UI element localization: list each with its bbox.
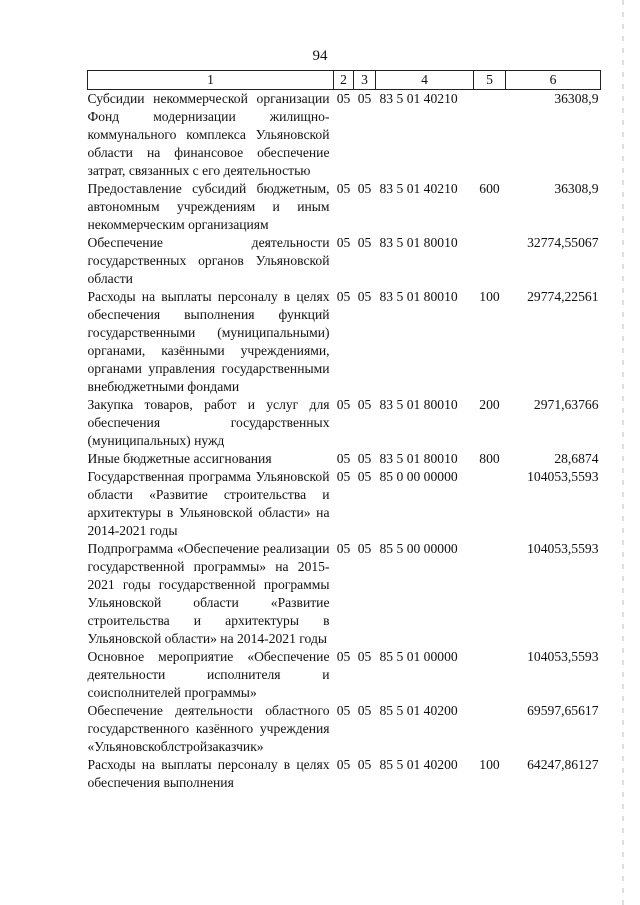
row-subsection-code: 05 (357, 757, 372, 772)
row-expense-type-code (474, 702, 506, 756)
header-col-6: 6 (506, 71, 601, 90)
row-amount: 36308,9 (554, 181, 599, 196)
row-section-code: 05 (336, 397, 351, 412)
row-section-code: 05 (336, 235, 351, 250)
table-row (88, 90, 601, 181)
row-section-code: 05 (336, 289, 351, 304)
row-expense-type-code (474, 540, 506, 648)
header-row (88, 71, 601, 90)
row-expense-type-code (474, 468, 506, 540)
row-section-code: 05 (336, 451, 351, 466)
row-target-article-code: 83 5 01 80010 (379, 451, 458, 466)
table-body (88, 90, 601, 793)
row-subsection-code: 05 (357, 397, 372, 412)
header-col-3: 3 (354, 71, 376, 90)
row-description: Государственная программа Ульяновской области «Развитие строительства и архитектуры в Ульяновской области» на 2014-2021 годы (87, 469, 330, 538)
row-target-article-code: 85 5 00 00000 (379, 541, 458, 556)
row-amount: 28,6874 (554, 451, 599, 466)
row-target-article-code: 85 5 01 00000 (379, 649, 458, 664)
header-col-4: 4 (376, 71, 474, 90)
row-expense-type-code: 600 (479, 181, 500, 196)
row-section-code: 05 (336, 649, 351, 664)
header-col-2: 2 (334, 71, 354, 90)
row-target-article-code: 83 5 01 80010 (379, 397, 458, 412)
row-expense-type-code: 200 (479, 397, 500, 412)
row-subsection-code: 05 (357, 235, 372, 250)
row-subsection-code: 05 (357, 649, 372, 664)
row-description: Обеспечение деятельности областного государственного казённого учреждения «Ульяновскоблстройзаказчик» (87, 703, 330, 754)
row-target-article-code: 85 0 00 00000 (379, 469, 458, 484)
row-target-article-code: 85 5 01 40200 (379, 703, 458, 718)
row-target-article-code: 83 5 01 40210 (379, 91, 458, 106)
row-section-code: 05 (336, 91, 351, 106)
page-number: 94 (312, 48, 328, 64)
row-section-code: 05 (336, 541, 351, 556)
row-subsection-code: 05 (357, 469, 372, 484)
row-description: Субсидии некоммерческой организации Фонд модернизации жилищно-коммунального комплекса Ульяновской области на финансовое обеспечение затрат, связанных с его деятельностью (87, 91, 330, 178)
row-description: Основное мероприятие «Обеспечение деятельности исполнителя и соисполнителей программы» (87, 649, 330, 700)
row-subsection-code: 05 (357, 289, 372, 304)
header-col-5: 5 (474, 71, 506, 90)
row-description: Иные бюджетные ассигнования (87, 451, 272, 466)
row-subsection-code: 05 (357, 703, 372, 718)
row-subsection-code: 05 (357, 451, 372, 466)
table-row (88, 288, 601, 396)
table-row (88, 702, 601, 756)
row-target-article-code: 85 5 01 40200 (379, 757, 458, 772)
row-description: Обеспечение деятельности государственных органов Ульяновской области (87, 235, 330, 286)
row-subsection-code: 05 (357, 541, 372, 556)
row-description: Предоставление субсидий бюджетным, автономным учреждениям и иным некоммерческим организациям (87, 181, 330, 232)
table-row (88, 756, 601, 792)
row-expense-type-code: 100 (479, 757, 500, 772)
row-amount: 29774,22561 (527, 289, 599, 304)
row-target-article-code: 83 5 01 80010 (379, 235, 458, 250)
row-expense-type-code: 100 (479, 289, 500, 304)
header-col-1: 1 (88, 71, 334, 90)
row-amount: 36308,9 (554, 91, 599, 106)
table-header (88, 71, 601, 90)
row-amount: 104053,5593 (527, 469, 599, 484)
table-row (88, 540, 601, 648)
row-amount: 2971,63766 (533, 397, 599, 412)
row-expense-type-code: 800 (479, 451, 500, 466)
row-section-code: 05 (336, 703, 351, 718)
row-section-code: 05 (336, 469, 351, 484)
margin-scan-dots (622, 0, 624, 905)
row-description: Расходы на выплаты персоналу в целях обеспечения выполнения функций государственными (муниципальными) органами, казёнными учреждениями, органами управления государственными внебюджетными фондами (87, 289, 330, 394)
row-amount: 104053,5593 (527, 649, 599, 664)
row-amount: 104053,5593 (527, 541, 599, 556)
table-row (88, 648, 601, 702)
budget-table (87, 70, 601, 792)
row-section-code: 05 (336, 757, 351, 772)
row-subsection-code: 05 (357, 181, 372, 196)
row-target-article-code: 83 5 01 40210 (379, 181, 458, 196)
row-amount: 69597,65617 (527, 703, 599, 718)
row-description: Расходы на выплаты персоналу в целях обеспечения выполнения (87, 757, 330, 790)
row-expense-type-code (474, 234, 506, 288)
row-expense-type-code (474, 648, 506, 702)
table-row (88, 468, 601, 540)
row-expense-type-code (474, 90, 506, 181)
table-row (88, 234, 601, 288)
table-row (88, 450, 601, 468)
row-description: Подпрограмма «Обеспечение реализации государственной программы» на 2015-2021 годы государственной программы Ульяновской области «Развитие строительства и архитектуры в Ульяновской области» на 2014-2021 годы (87, 541, 330, 646)
table-row (88, 396, 601, 450)
table-row (88, 180, 601, 234)
row-description: Закупка товаров, работ и услуг для обеспечения государственных (муниципальных) нужд (87, 397, 330, 448)
row-amount: 64247,86127 (527, 757, 599, 772)
row-amount: 32774,55067 (527, 235, 599, 250)
row-section-code: 05 (336, 181, 351, 196)
row-target-article-code: 83 5 01 80010 (379, 289, 458, 304)
row-subsection-code: 05 (357, 91, 372, 106)
